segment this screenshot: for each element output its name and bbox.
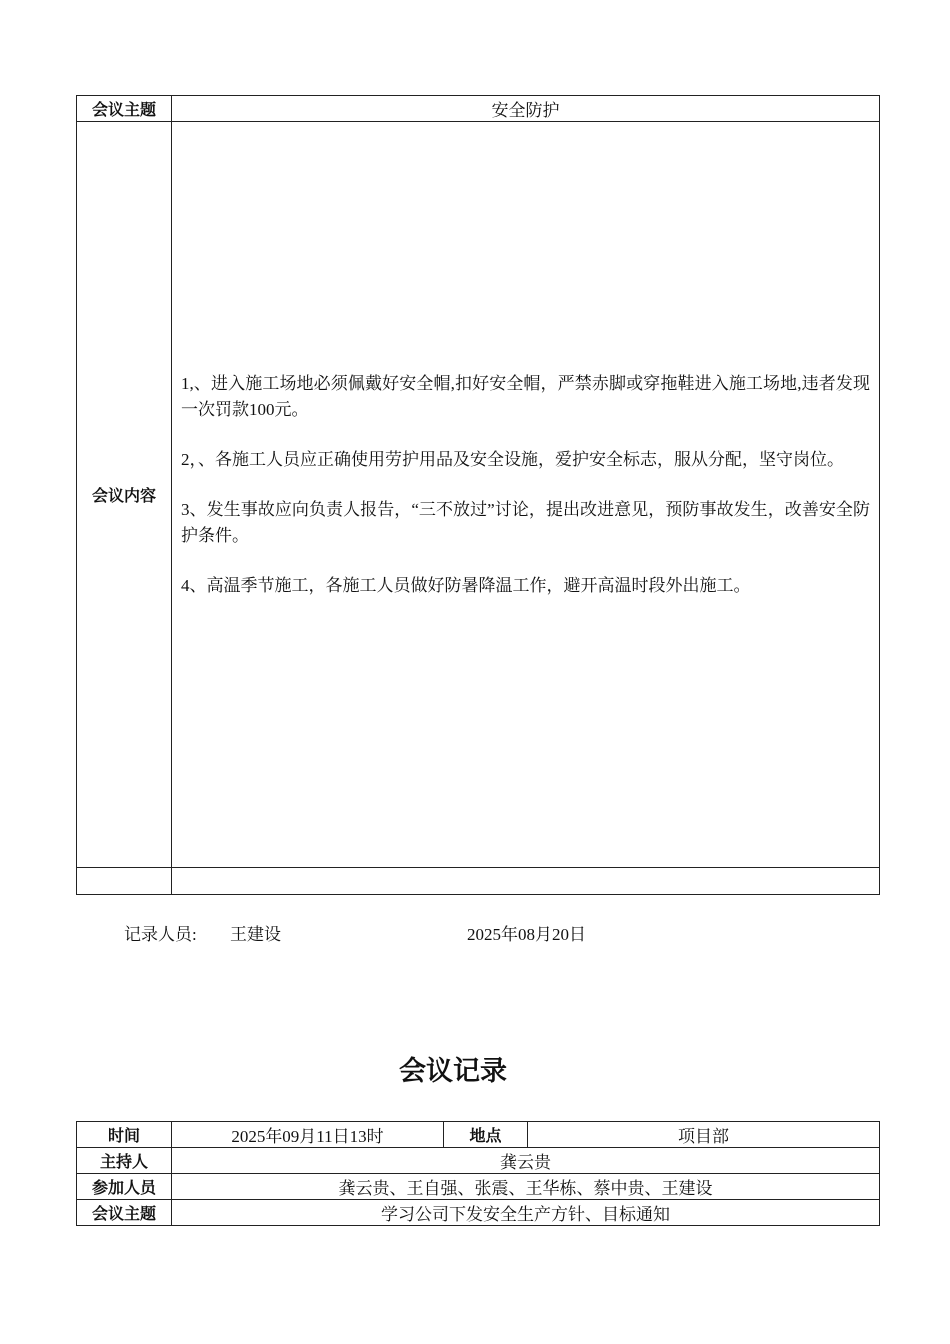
attendees-row bbox=[77, 1174, 880, 1200]
time-row bbox=[77, 1122, 880, 1148]
host-label: 主持人 bbox=[77, 1148, 172, 1174]
topic-value-2: 学习公司下发安全生产方针、目标通知 bbox=[172, 1200, 880, 1226]
time-label: 时间 bbox=[77, 1122, 172, 1148]
host-row bbox=[77, 1148, 880, 1174]
topic-row bbox=[77, 96, 880, 122]
content-item: 3、发生事故应向负责人报告，“三不放过”讨论，提出改进意见，预防事故发生，改善安全防护条件。 bbox=[181, 499, 870, 545]
location-value: 项目部 bbox=[528, 1122, 880, 1148]
content-cell bbox=[172, 122, 880, 868]
content-item: 1,、进入施工场地必须佩戴好安全帽,扣好安全帽，严禁赤脚或穿拖鞋进入施工场地,违者发现一次罚款100元。 bbox=[181, 373, 870, 419]
blank-cell bbox=[77, 868, 172, 895]
meeting-record-title: 会议记录 bbox=[399, 1056, 507, 1087]
meeting-1-table bbox=[76, 95, 880, 895]
record-date: 2025年08月20日 bbox=[467, 925, 586, 944]
recorder-label: 记录人员: bbox=[124, 925, 197, 944]
blank-cell bbox=[172, 868, 880, 895]
content-label: 会议内容 bbox=[77, 122, 172, 868]
blank-row bbox=[77, 868, 880, 895]
attendees-value: 龚云贵、王自强、张震、王华栋、蔡中贵、王建设 bbox=[172, 1174, 880, 1200]
content-item: 2，、各施工人员应正确使用劳护用品及安全设施，爱护安全标志，服从分配，坚守岗位。 bbox=[181, 449, 844, 469]
content-item: 4、高温季节施工，各施工人员做好防暑降温工作，避开高温时段外出施工。 bbox=[181, 575, 751, 595]
recorder-name: 王建设 bbox=[230, 925, 281, 944]
content-row bbox=[77, 122, 880, 868]
location-label: 地点 bbox=[444, 1122, 528, 1148]
topic-label: 会议主题 bbox=[77, 96, 172, 122]
meeting-2-table bbox=[76, 1121, 880, 1226]
topic-row-2 bbox=[77, 1200, 880, 1226]
topic-value: 安全防护 bbox=[172, 96, 880, 122]
attendees-label: 参加人员 bbox=[77, 1174, 172, 1200]
host-value: 龚云贵 bbox=[172, 1148, 880, 1174]
topic-label-2: 会议主题 bbox=[77, 1200, 172, 1226]
time-value: 2025年09月11日13时 bbox=[172, 1122, 444, 1148]
